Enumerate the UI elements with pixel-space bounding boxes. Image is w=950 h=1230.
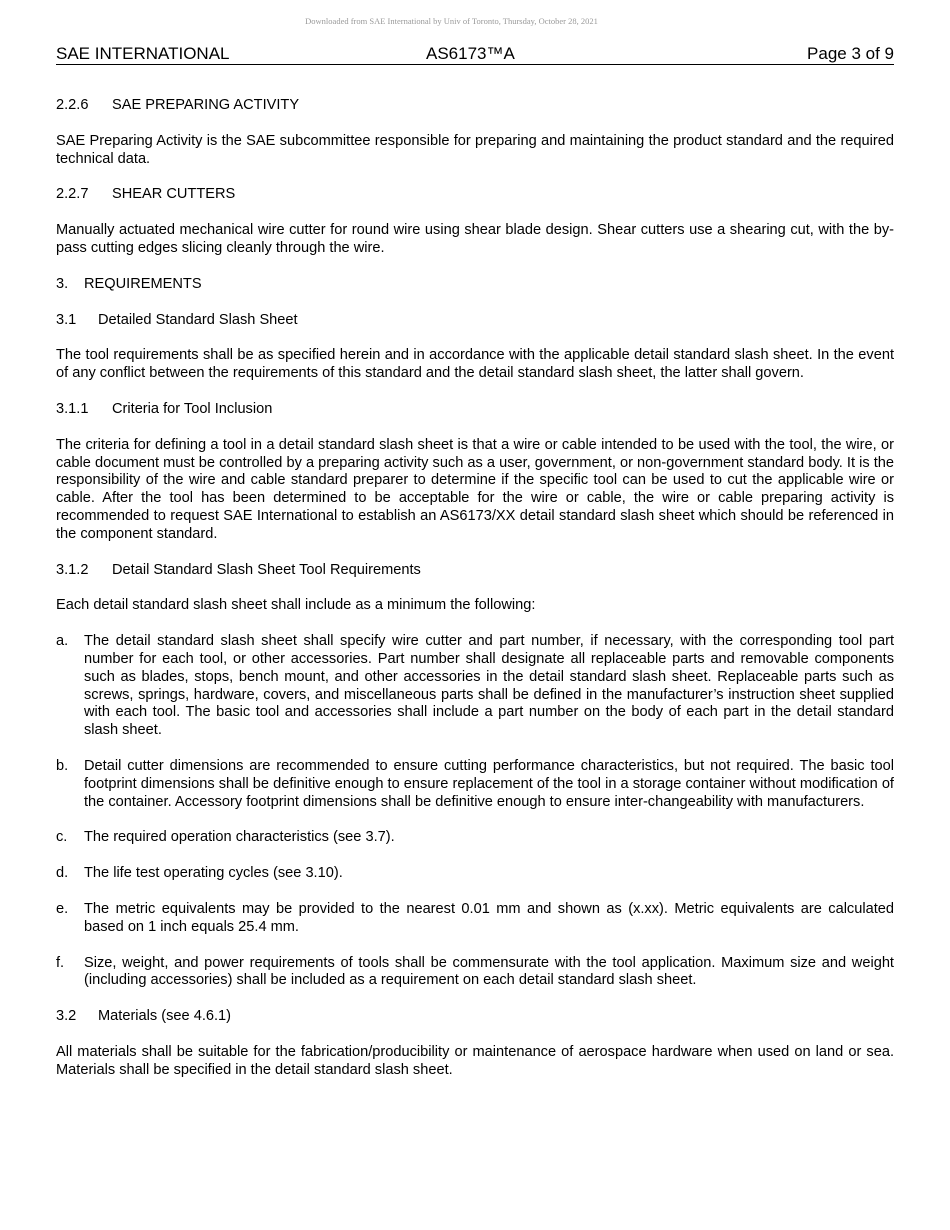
list-item-text: The required operation characteristics (see 3.7).: [84, 829, 395, 846]
list-item: [56, 758, 894, 811]
header-page-number: Page 3 of 9: [807, 44, 894, 63]
section-title: SAE PREPARING ACTIVITY: [112, 97, 300, 113]
paragraph-2-2-7: Manually actuated mechanical wire cutter for round wire using shear blade design. Shear cutters use a shearing cut, with the by-pass cutting edges slicing cleanly through the wire.: [56, 222, 894, 256]
section-heading-3: [56, 276, 894, 294]
paragraph-3-1-2-intro: Each detail standard slash sheet shall include as a minimum the following:: [56, 597, 536, 614]
section-heading-3-1: [56, 312, 894, 330]
section-title: Criteria for Tool Inclusion: [112, 400, 273, 417]
section-number: 3.1.2: [56, 561, 89, 578]
header-document-number: AS6173™A: [426, 44, 515, 63]
list-item-letter: b.: [56, 757, 69, 774]
download-watermark: Downloaded from SAE International by Univ of Toronto, Thursday, October 28, 2021: [305, 16, 598, 26]
list-item: [56, 901, 894, 937]
paragraph-3-1: The tool requirements shall be as specified herein and in accordance with the applicable detail standard slash sheet. In the event of any conflict between the requirements of this standard and the detail standard slash sheet, the latter shall govern.: [56, 347, 894, 382]
list-item-letter: f.: [56, 954, 65, 971]
list-item: [56, 829, 894, 847]
list-item-text: The detail standard slash sheet shall specify wire cutter and part number, if necessary, with the corresponding tool part number for each tool, or other accessories. Part number shall designate all replaceable parts and removable components such as blades, stops, bench mount, and other accessories in the detail standard slash sheet. Replaceable parts such as screws, springs, hardware, covers, and miscellaneous parts shall be defined in the manufacturer’s instruction sheet supplied with each tool. The basic tool and accessories shall include a part number on the body of each part in the detail standard slash sheet.: [84, 633, 894, 739]
list-item-text: The life test operating cycles (see 3.10).: [84, 865, 343, 882]
list-item-text: The metric equivalents may be provided to the nearest 0.01 mm and shown as (x.xx). Metric equivalents are calculated based on 1 inch equals 25.4 mm.: [84, 900, 894, 935]
list-item-text: Size, weight, and power requirements of tools shall be commensurate with the tool application. Maximum size and weight (including accessories) shall be included as a requirement on each detail standard slash sheet.: [84, 954, 894, 989]
section-heading-3-2: [56, 1008, 894, 1026]
section-title: Detail Standard Slash Sheet Tool Requirements: [112, 561, 421, 578]
section-number: 2.2.7: [56, 186, 89, 203]
section-heading-2-2-7: [56, 186, 894, 204]
section-number: 3.: [56, 275, 69, 292]
paragraph-3-2: All materials shall be suitable for the fabrication/producibility or maintenance of aerospace hardware when used on land or sea. Materials shall be specified in the detail standard slash sheet.: [56, 1043, 894, 1078]
list-item: [56, 865, 894, 883]
list-item-letter: a.: [56, 633, 69, 650]
section-title: Materials (see 4.6.1): [98, 1008, 232, 1025]
section-number: 3.1.1: [56, 400, 89, 417]
header-organization: SAE INTERNATIONAL: [56, 44, 230, 63]
list-item: [56, 955, 894, 991]
document-body: [56, 97, 894, 1097]
list-item-letter: c.: [56, 829, 68, 846]
section-title: Detailed Standard Slash Sheet: [98, 311, 298, 328]
list-item: [56, 633, 894, 740]
section-heading-3-1-1: [56, 401, 894, 419]
list-item-text: Detail cutter dimensions are recommended to ensure cutting performance characteristics, but not required. The basic tool footprint dimensions shall be definitive enough to ensure replacement of the tool in a storage container without modification of the container. Accessory footprint dimensions shall be definitive enough to ensure inter-changeability with manufacturers.: [84, 757, 894, 810]
section-number: 3.2: [56, 1008, 77, 1025]
section-number: 3.1: [56, 311, 77, 328]
paragraph-2-2-6: SAE Preparing Activity is the SAE subcommittee responsible for preparing and maintaining the product standard and the required technical data.: [56, 132, 894, 167]
section-title: REQUIREMENTS: [84, 275, 202, 292]
list-item-letter: e.: [56, 900, 69, 917]
page-header: [56, 44, 894, 65]
section-number: 2.2.6: [56, 97, 89, 113]
section-heading-2-2-6: [56, 97, 894, 115]
paragraph-3-1-1: The criteria for defining a tool in a detail standard slash sheet is that a wire or cable intended to be used with the tool, the wire, or cable document must be controlled by a preparing activity such as a user, government, or non-government standard body. It is the responsibility of the wire and cable standard preparer to determine if the specific tool can be used to cut the applicable wire or cable. After the tool has been determined to be acceptable for the wire or cable, the wire or cable preparing activity is recommended to request SAE International to establish an AS6173/XX detail standard slash sheet which should be referenced in the component standard.: [56, 436, 894, 542]
section-heading-3-1-2: [56, 562, 894, 580]
section-title: SHEAR CUTTERS: [112, 186, 236, 203]
list-item-letter: d.: [56, 865, 69, 882]
